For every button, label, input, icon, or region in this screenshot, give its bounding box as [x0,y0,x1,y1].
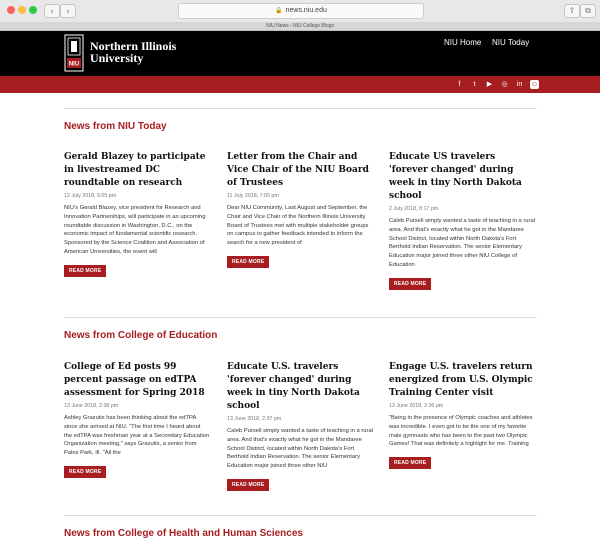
article-headline[interactable]: Educate US travelers 'forever changed' during week in tiny North Dakota school [389,152,522,201]
article-excerpt: NIU's Gerald Blazey, vice president for Research and Innovation Partnerships, will participate in an upcoming roundtable discussion in Washington, D.C., on the economic impact of fundamental scientific research. Sponsored by the Science Coalition and Association of American Universities, the event will [64,205,206,255]
niu-shield-logo[interactable] [64,34,84,72]
article-excerpt: Caleb Pursell simply wanted a taste of teaching in a rural area. And that's exactly what he got in the Mandaree School District, located within North Dakota's Fort Berthold Indian Reservation. The senior Elementary Education major joined three other NIU [227,428,373,470]
article-date: 13 June 2018, 2:38 pm [64,403,119,409]
show-tabs-button[interactable]: ⧉ [580,4,596,18]
article-date: 12 July 2018, 5:05 pm [64,193,117,199]
article-excerpt: Ashley Grazutis has been thinking about the edTPA since she arrived at NIU. "The first time I heard about the edTPA was freshman year at a Secondary Education Organization meeting," says Grazutis, a senior from Palos Park, Ill. "All the [64,415,210,457]
facebook-icon[interactable]: f [458,81,461,88]
read-more-button[interactable]: READ MORE [389,457,431,469]
close-window-button[interactable] [7,6,15,14]
linkedin-icon[interactable]: in [516,81,523,88]
read-more-button[interactable]: READ MORE [64,466,106,478]
section-divider [64,317,537,318]
wordmark-line2: University [90,51,144,65]
read-more-button[interactable]: READ MORE [389,278,431,290]
snapchat-icon[interactable]: ☺ [530,81,539,88]
forward-button[interactable]: › [60,4,76,18]
article-excerpt: "Being in the presence of Olympic coaches and athletes was incredible. I even got to be the one of my favorite male gymnasts who has been to the past two Olympic Games! That was definitely a highlight for me. Training [389,415,533,448]
article-date: 13 June 2018, 2:37 pm [227,416,282,422]
article-card [389,361,535,469]
article-card [64,361,210,478]
section-divider [64,108,537,109]
youtube-icon[interactable]: ▶ [486,81,493,88]
read-more-button[interactable]: READ MORE [64,265,106,277]
back-button[interactable]: ‹ [44,4,60,18]
read-more-button[interactable]: READ MORE [227,479,269,491]
article-date: 2 July 2018, 8:17 pm [389,206,439,212]
article-excerpt: Dear NIU Community, Last August and September, the Chair and Vice Chair of the Northern Illinois University Board of Trustees met with multiple stakeholder groups on campus to gather feedback intended to inform the search for a new president of [227,205,369,247]
nav-link-niu-home[interactable]: NIU Home [444,38,482,47]
article-date: 13 June 2018, 2:36 pm [389,403,444,409]
wordmark-line1: Northern Illinois [90,39,177,53]
logo-letters: NIU [68,61,80,68]
article-headline[interactable]: Educate U.S. travelers 'forever changed' during week in tiny North Dakota school [227,362,360,411]
article-headline[interactable]: Gerald Blazey to participate in livestreamed DC roundtable on research [64,152,206,188]
tab-title[interactable]: NIU News - NIU College Blogs [266,23,334,29]
zoom-window-button[interactable] [29,6,37,14]
twitter-icon[interactable]: t [473,81,476,88]
section-title-health-human-sciences: News from College of Health and Human Sciences [64,528,303,539]
site-header [0,31,600,76]
university-wordmark[interactable] [90,40,176,64]
read-more-button[interactable]: READ MORE [227,256,269,268]
article-headline[interactable]: College of Ed posts 99 percent passage on edTPA assessment for Spring 2018 [64,362,205,398]
minimize-window-button[interactable] [18,6,26,14]
browser-toolbar [0,0,600,23]
section-title-college-of-education: News from College of Education [64,330,218,341]
article-card [64,151,210,277]
nav-link-niu-today[interactable]: NIU Today [492,38,530,47]
tab-bar [0,22,600,31]
social-bar [0,76,600,93]
section-divider [64,515,537,516]
article-card [389,151,535,290]
section-title-niu-today: News from NIU Today [64,121,167,132]
article-card [227,151,373,268]
address-text: news.niu.edu [285,7,327,14]
article-headline[interactable]: Letter from the Chair and Vice Chair of the NIU Board of Trustees [227,152,369,188]
article-headline[interactable]: Engage U.S. travelers return energized from U.S. Olympic Training Center visit [389,362,533,398]
lock-icon: 🔒 [275,8,283,14]
article-excerpt: Caleb Pursell simply wanted a taste of teaching in a rural area. And that's exactly what he got in the Mandaree School District, located within North Dakota's Fort Berthold Indian Reservation. The senior Elementary Education major joined three other NIU College of Education [389,218,535,268]
instagram-icon[interactable]: ◎ [501,81,508,88]
article-card [227,361,373,491]
share-button[interactable]: ⇪ [564,4,580,18]
address-bar[interactable] [178,3,424,19]
article-date: 11 July 2018, 7:00 pm [227,193,279,199]
